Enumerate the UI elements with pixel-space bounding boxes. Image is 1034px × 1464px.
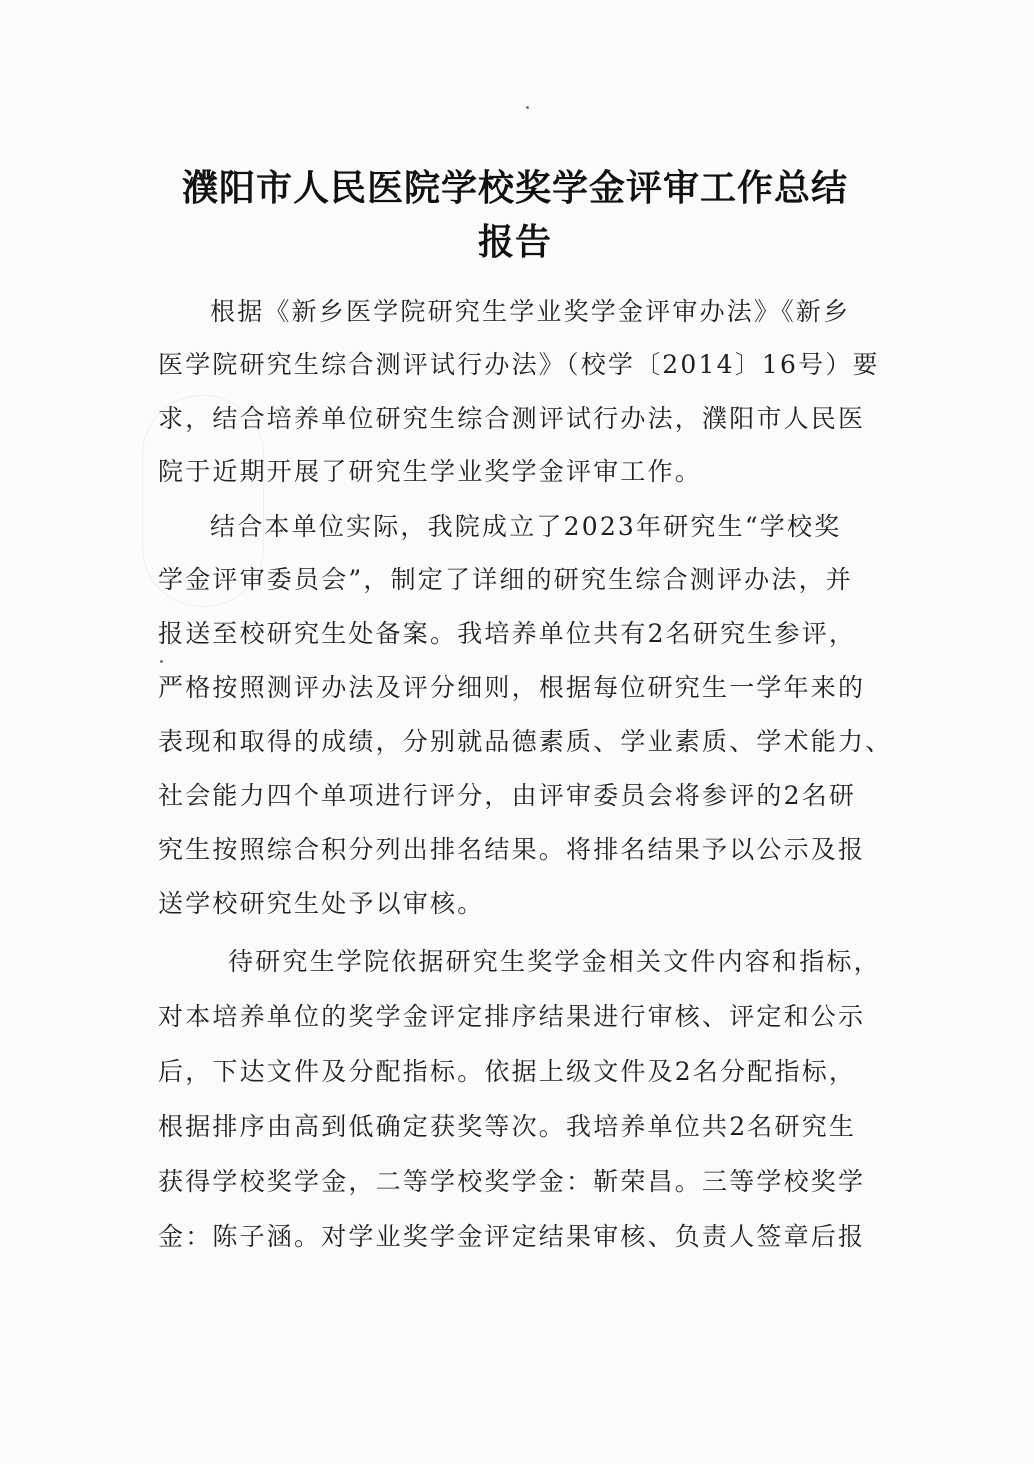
paragraph-1-line-2: 医学院研究生综合测评试行办法》（校学〔2014〕16号）要 [158, 350, 880, 379]
paragraph-3-line-1: 待研究生学院依据研究生奖学金相关文件内容和指标， [228, 947, 881, 976]
paragraph-3-line-4: 根据排序由高到低确定获奖等次。我培养单位共2名研究生 [158, 1112, 857, 1141]
paragraph-3-line-6: 金：陈子涵。对学业奖学金评定结果审核、负责人签章后报 [158, 1222, 866, 1251]
paragraph-1-line-1: 根据《新乡医学院研究生学业奖学金评审办法》《新乡 [210, 297, 851, 326]
scan-speck [526, 106, 529, 109]
paragraph-2-line-3: 报送至校研究生处备案。我培养单位共有2名研究生参评， [158, 619, 857, 648]
paragraph-3-line-5: 获得学校奖学金，二等学校奖学金：靳荣昌。三等学校奖学 [158, 1167, 866, 1196]
scan-speck [160, 660, 163, 663]
paragraph-3-line-3: 后，下达文件及分配指标。依据上级文件及2名分配指标， [158, 1057, 857, 1086]
paragraph-3-line-2: 对本培养单位的奖学金评定排序结果进行审核、评定和公示 [158, 1002, 866, 1031]
paragraph-2-line-2: 学金评审委员会”，制定了详细的研究生综合测评办法，并 [158, 565, 853, 594]
paragraph-2-line-7: 究生按照综合积分列出排名结果。将排名结果予以公示及报 [158, 835, 866, 864]
paragraph-2-line-4: 严格按照测评办法及评分细则，根据每位研究生一学年来的 [158, 673, 866, 702]
paragraph-2-line-5: 表现和取得的成绩，分别就品德素质、学业素质、学术能力、 [158, 727, 893, 756]
paragraph-2-line-1: 结合本单位实际，我院成立了2023年研究生“学校奖 [210, 512, 842, 541]
page-title-line-2: 报告 [477, 222, 552, 263]
page-title-line-1: 濮阳市人民医院学校奖学金评审工作总结 [181, 168, 848, 209]
paragraph-1-line-3: 求，结合培养单位研究生综合测评试行办法，濮阳市人民医 [158, 404, 866, 433]
paragraph-1-line-4: 院于近期开展了研究生学业奖学金评审工作。 [158, 457, 703, 486]
paragraph-2-line-6: 社会能力四个单项进行评分，由评审委员会将参评的2名研 [158, 781, 857, 810]
paragraph-2-line-8: 送学校研究生处予以审核。 [158, 889, 485, 918]
